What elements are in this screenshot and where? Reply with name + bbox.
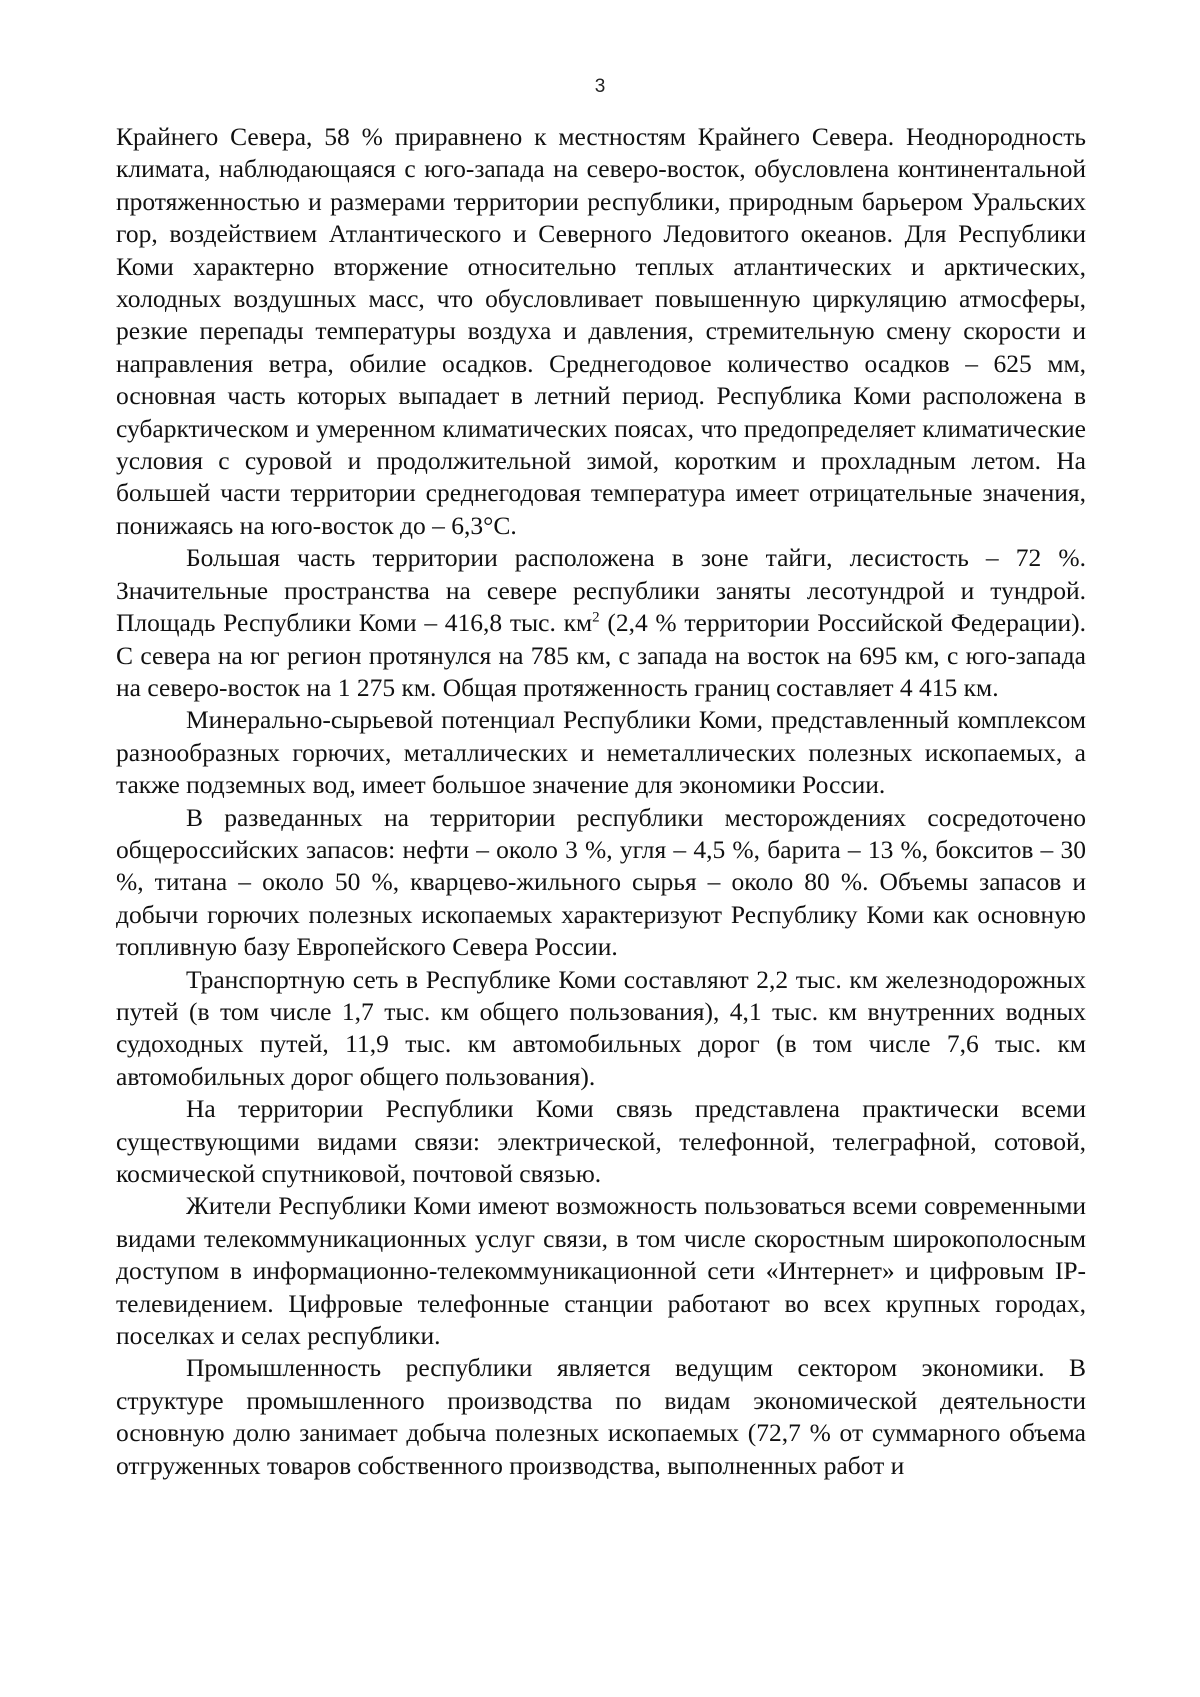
page-number: 3 bbox=[594, 76, 606, 97]
superscript-square: 2 bbox=[592, 609, 600, 626]
paragraph-territory-text-end: (2,4 % территории Российской Федерации). С севера на юг регион протянулся на 785 км, с запада на восток на 695 км, с юго-запада на северо-восток на 1 275 км. Общая протяженность границ составляет 4 415 км. bbox=[116, 608, 1086, 702]
document-body bbox=[116, 121, 1086, 1482]
paragraph-transport: Транспортную сеть в Республике Коми составляют 2,2 тыс. км железнодорожных путей (в том числе 1,7 тыс. км общего пользования), 4,1 тыс. км внутренних водных судоходных путей, 11,9 тыс. км автомобильных дорог (в том числе 7,6 тыс. км автомобильных дорог общего пользования). bbox=[116, 964, 1086, 1091]
paragraph-mineral-potential: Минерально-сырьевой потенциал Республики Коми, представленный комплексом разнообразных горючих, металлических и неметаллических полезных ископаемых, а также подземных вод, имеет большое значение для экономики России. bbox=[116, 705, 1086, 800]
paragraph-telecom-services: Жители Республики Коми имеют возможность пользоваться всеми современными видами телекоммуникационных услуг связи, в том числе скоростным широкополосным доступом в информационно-телекоммуникационной сети «Интернет» и цифровым IP-телевидением. Цифровые телефонные станции работают во всех крупных городах, поселках и селах республики. bbox=[116, 1191, 1086, 1351]
paragraph-industry: Промышленность республики является ведущим сектором экономики. В структуре промышленного производства по видам экономической деятельности основную долю занимает добыча полезных ископаемых (72,7 % от суммарного объема отгруженных товаров собственного производства, выполненных работ и bbox=[116, 1353, 1086, 1480]
paragraph-climate: Крайнего Севера, 58 % приравнено к местностям Крайнего Севера. Неоднородность климата, наблюдающаяся с юго-запада на северо-восток, обусловлена континентальной протяженностью и размерами территории республики, природным барьером Уральских гор, воздействием Атлантического и Северного Ледовитого океанов. Для Республики Коми характерно вторжение относительно теплых атлантических и арктических, холодных воздушных масс, что обусловливает повышенную циркуляцию атмосферы, резкие перепады температуры воздуха и давления, стремительную смену скорости и направления ветра, обилие осадков. Среднегодовое количество осадков – 625 мм, основная часть которых выпадает в летний период. Республика Коми расположена в субарктическом и умеренном климатических поясах, что предопределяет климатические условия с суровой и продолжительной зимой, коротким и прохладным летом. На большей части территории среднегодовая температура имеет отрицательные значения, понижаясь на юго-восток до – 6,3°С. bbox=[116, 122, 1086, 540]
paragraph-communication: На территории Республики Коми связь представлена практически всеми существующими видами связи: электрической, телефонной, телеграфной, сотовой, космической спутниковой, почтовой связью. bbox=[116, 1094, 1086, 1188]
paragraph-territory bbox=[116, 542, 1086, 704]
paragraph-territory-text-start: Большая часть территории расположена в зоне тайги, лесистость – 72 %. Значительные пространства на севере республики заняты лесотундрой и тундрой. Площадь Республики Коми – 416,8 тыс. км bbox=[116, 543, 1086, 638]
paragraph-reserves: В разведанных на территории республики месторождениях сосредоточено общероссийских запасов: нефти – около 3 %, угля – 4,5 %, барита – 13 %, бокситов – 30 %, титана – около 50 %, кварцево-жильного сырья – около 80 %. Объемы запасов и добычи горючих полезных ископаемых характеризуют Республику Коми как основную топливную базу Европейского Севера России. bbox=[116, 802, 1086, 962]
